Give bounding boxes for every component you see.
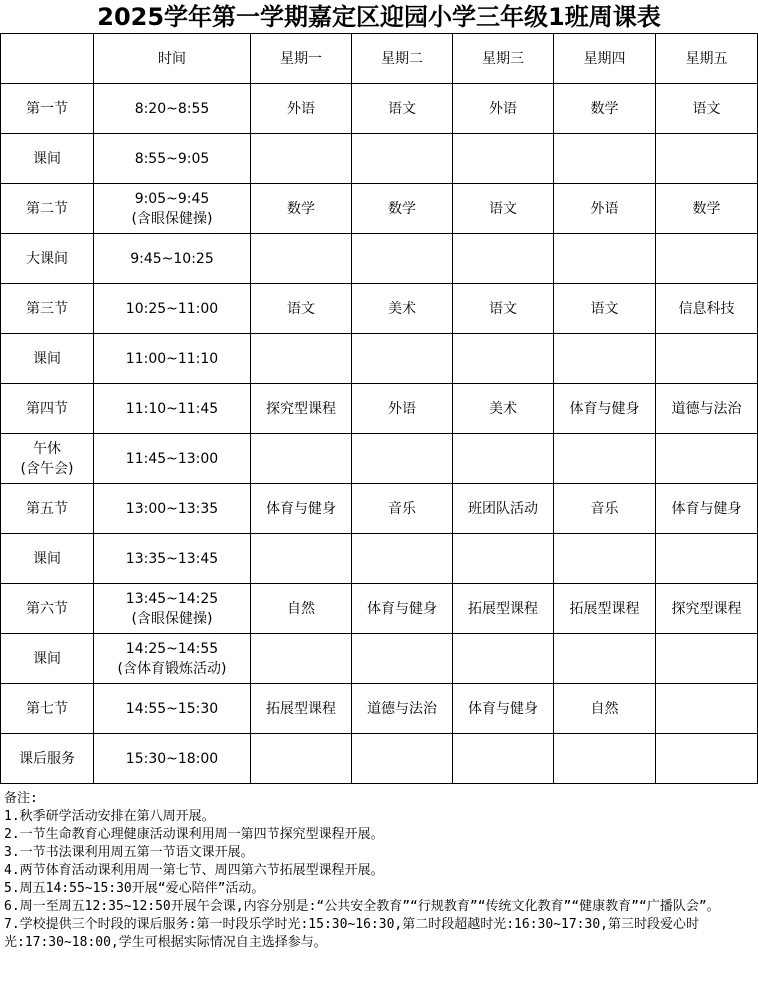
period-cell-line: 课后服务 bbox=[19, 750, 75, 767]
subject-cell-wed: 美术 bbox=[453, 384, 554, 434]
subject-cell-wed bbox=[453, 134, 554, 184]
subject-cell-fri: 信息科技 bbox=[656, 284, 758, 334]
subject-cell-thu: 音乐 bbox=[554, 484, 656, 534]
header-cell bbox=[1, 34, 94, 84]
subject-cell-mon bbox=[251, 234, 352, 284]
subject-cell-mon bbox=[251, 534, 352, 584]
period-cell-line: (含午会) bbox=[20, 460, 74, 477]
subject-cell-wed: 班团队活动 bbox=[453, 484, 554, 534]
table-row bbox=[1, 334, 758, 384]
time-cell bbox=[94, 484, 251, 534]
header-cell: 星期三 bbox=[453, 34, 554, 84]
subject-cell-thu: 外语 bbox=[554, 184, 656, 234]
header-row bbox=[1, 34, 758, 84]
time-cell bbox=[94, 284, 251, 334]
subject-cell-fri bbox=[656, 134, 758, 184]
subject-cell-thu bbox=[554, 534, 656, 584]
subject-cell-tue: 外语 bbox=[352, 384, 453, 434]
subject-cell-tue bbox=[352, 234, 453, 284]
table-row bbox=[1, 484, 758, 534]
time-cell-line: 9:45~10:25 bbox=[130, 250, 214, 267]
subject-cell-mon: 拓展型课程 bbox=[251, 684, 352, 734]
subject-cell-mon bbox=[251, 134, 352, 184]
subject-cell-wed: 语文 bbox=[453, 184, 554, 234]
notes-section bbox=[4, 790, 754, 952]
subject-cell-fri bbox=[656, 734, 758, 784]
subject-cell-fri bbox=[656, 334, 758, 384]
subject-cell-fri: 语文 bbox=[656, 84, 758, 134]
time-cell-line: 14:55~15:30 bbox=[125, 700, 219, 717]
note-item: 7.学校提供三个时段的课后服务:第一时段乐学时光:15:30~16:30,第二时段超越时光:16:30~17:30,第三时段爱心时光:17:30~18:00,学生可根据实际情况自主选择参与。 bbox=[4, 917, 699, 950]
subject-cell-wed bbox=[453, 734, 554, 784]
period-cell-line: 课间 bbox=[33, 550, 61, 567]
subject-cell-mon: 语文 bbox=[251, 284, 352, 334]
subject-cell-thu: 语文 bbox=[554, 284, 656, 334]
subject-cell-tue: 音乐 bbox=[352, 484, 453, 534]
subject-cell-wed: 语文 bbox=[453, 284, 554, 334]
period-cell bbox=[1, 534, 94, 584]
time-cell bbox=[94, 584, 251, 634]
subject-cell-wed bbox=[453, 634, 554, 684]
period-cell bbox=[1, 634, 94, 684]
time-cell-line: 15:30~18:00 bbox=[125, 750, 219, 767]
subject-cell-wed: 外语 bbox=[453, 84, 554, 134]
subject-cell-mon: 体育与健身 bbox=[251, 484, 352, 534]
subject-cell-thu bbox=[554, 434, 656, 484]
subject-cell-tue bbox=[352, 734, 453, 784]
time-cell-line: (含体育锻炼活动) bbox=[117, 660, 227, 677]
subject-cell-tue bbox=[352, 334, 453, 384]
time-cell-line: 10:25~11:00 bbox=[125, 300, 219, 317]
subject-cell-thu bbox=[554, 134, 656, 184]
time-cell bbox=[94, 434, 251, 484]
note-item: 1.秋季研学活动安排在第八周开展。 bbox=[4, 809, 215, 824]
table-row bbox=[1, 734, 758, 784]
period-cell bbox=[1, 434, 94, 484]
time-cell bbox=[94, 684, 251, 734]
subject-cell-tue: 美术 bbox=[352, 284, 453, 334]
time-cell-line: 11:00~11:10 bbox=[125, 350, 219, 367]
subject-cell-tue bbox=[352, 134, 453, 184]
table-row bbox=[1, 584, 758, 634]
table-row bbox=[1, 384, 758, 434]
subject-cell-mon: 自然 bbox=[251, 584, 352, 634]
table-row bbox=[1, 234, 758, 284]
period-cell bbox=[1, 284, 94, 334]
subject-cell-thu: 拓展型课程 bbox=[554, 584, 656, 634]
subject-cell-fri: 道德与法治 bbox=[656, 384, 758, 434]
header-cell: 星期五 bbox=[656, 34, 758, 84]
subject-cell-thu: 体育与健身 bbox=[554, 384, 656, 434]
time-cell-line: 13:00~13:35 bbox=[125, 500, 219, 517]
subject-cell-fri bbox=[656, 684, 758, 734]
subject-cell-fri: 探究型课程 bbox=[656, 584, 758, 634]
header-cell: 星期一 bbox=[251, 34, 352, 84]
subject-cell-tue bbox=[352, 434, 453, 484]
subject-cell-tue: 语文 bbox=[352, 84, 453, 134]
period-cell bbox=[1, 684, 94, 734]
timetable bbox=[0, 33, 758, 784]
period-cell-line: 第一节 bbox=[26, 100, 68, 117]
table-row bbox=[1, 684, 758, 734]
table-row bbox=[1, 84, 758, 134]
subject-cell-thu: 自然 bbox=[554, 684, 656, 734]
subject-cell-mon bbox=[251, 634, 352, 684]
note-item: 5.周五14:55~15:30开展“爱心陪伴”活动。 bbox=[4, 881, 265, 896]
subject-cell-wed bbox=[453, 534, 554, 584]
subject-cell-tue bbox=[352, 534, 453, 584]
subject-cell-wed bbox=[453, 234, 554, 284]
subject-cell-thu bbox=[554, 234, 656, 284]
period-cell bbox=[1, 234, 94, 284]
subject-cell-fri bbox=[656, 434, 758, 484]
time-cell bbox=[94, 734, 251, 784]
time-cell-line: 8:55~9:05 bbox=[134, 150, 210, 167]
note-item: 4.两节体育活动课利用周一第七节、周四第六节拓展型课程开展。 bbox=[4, 863, 384, 878]
time-cell bbox=[94, 334, 251, 384]
time-cell-line: (含眼保健操) bbox=[131, 610, 213, 627]
time-cell bbox=[94, 534, 251, 584]
period-cell-line: 课间 bbox=[33, 350, 61, 367]
table-row bbox=[1, 634, 758, 684]
subject-cell-tue: 道德与法治 bbox=[352, 684, 453, 734]
period-cell-line: 第六节 bbox=[26, 600, 68, 617]
subject-cell-fri bbox=[656, 634, 758, 684]
subject-cell-wed bbox=[453, 334, 554, 384]
subject-cell-mon: 外语 bbox=[251, 84, 352, 134]
subject-cell-mon: 数学 bbox=[251, 184, 352, 234]
subject-cell-wed: 体育与健身 bbox=[453, 684, 554, 734]
subject-cell-thu: 数学 bbox=[554, 84, 656, 134]
subject-cell-mon bbox=[251, 434, 352, 484]
period-cell-line: 第二节 bbox=[26, 200, 68, 217]
time-cell-line: 11:45~13:00 bbox=[125, 450, 219, 467]
subject-cell-fri bbox=[656, 234, 758, 284]
table-row bbox=[1, 434, 758, 484]
notes-heading: 备注: bbox=[4, 791, 38, 806]
header-cell: 时间 bbox=[94, 34, 251, 84]
period-cell-line: 第四节 bbox=[26, 400, 68, 417]
note-item: 2.一节生命教育心理健康活动课利用周一第四节探究型课程开展。 bbox=[4, 827, 384, 842]
header-cell: 星期四 bbox=[554, 34, 656, 84]
time-cell bbox=[94, 384, 251, 434]
note-item: 6.周一至周五12:35~12:50开展午会课,内容分别是:“公共安全教育”“行规教育”“传统文化教育”“健康教育”“广播队会”。 bbox=[4, 899, 720, 914]
page-title: 2025学年第一学期嘉定区迎园小学三年级1班周课表 bbox=[97, 3, 661, 31]
time-cell-line: 9:05~9:45 bbox=[134, 190, 210, 207]
subject-cell-fri: 数学 bbox=[656, 184, 758, 234]
table-row bbox=[1, 534, 758, 584]
period-cell-line: 大课间 bbox=[26, 250, 68, 267]
time-cell-line: (含眼保健操) bbox=[131, 210, 213, 227]
subject-cell-thu bbox=[554, 634, 656, 684]
time-cell bbox=[94, 634, 251, 684]
subject-cell-wed bbox=[453, 434, 554, 484]
subject-cell-thu bbox=[554, 734, 656, 784]
subject-cell-fri bbox=[656, 534, 758, 584]
time-cell-line: 8:20~8:55 bbox=[134, 100, 210, 117]
time-cell-line: 11:10~11:45 bbox=[125, 400, 219, 417]
subject-cell-mon bbox=[251, 734, 352, 784]
subject-cell-fri: 体育与健身 bbox=[656, 484, 758, 534]
note-item: 3.一节书法课利用周五第一节语文课开展。 bbox=[4, 845, 254, 860]
period-cell bbox=[1, 584, 94, 634]
subject-cell-mon: 探究型课程 bbox=[251, 384, 352, 434]
subject-cell-thu bbox=[554, 334, 656, 384]
table-row bbox=[1, 134, 758, 184]
period-cell-line: 第三节 bbox=[26, 300, 68, 317]
subject-cell-mon bbox=[251, 334, 352, 384]
time-cell bbox=[94, 84, 251, 134]
period-cell-line: 第七节 bbox=[26, 700, 68, 717]
time-cell bbox=[94, 234, 251, 284]
period-cell bbox=[1, 384, 94, 434]
period-cell bbox=[1, 334, 94, 384]
period-cell bbox=[1, 484, 94, 534]
time-cell-line: 14:25~14:55 bbox=[125, 640, 219, 657]
time-cell-line: 13:45~14:25 bbox=[125, 590, 219, 607]
time-cell bbox=[94, 184, 251, 234]
header-cell: 星期二 bbox=[352, 34, 453, 84]
period-cell-line: 课间 bbox=[33, 150, 61, 167]
period-cell-line: 午休 bbox=[33, 440, 61, 457]
time-cell bbox=[94, 134, 251, 184]
period-cell bbox=[1, 734, 94, 784]
subject-cell-tue bbox=[352, 634, 453, 684]
subject-cell-wed: 拓展型课程 bbox=[453, 584, 554, 634]
period-cell bbox=[1, 184, 94, 234]
table-row bbox=[1, 284, 758, 334]
subject-cell-tue: 体育与健身 bbox=[352, 584, 453, 634]
period-cell bbox=[1, 84, 94, 134]
period-cell bbox=[1, 134, 94, 184]
time-cell-line: 13:35~13:45 bbox=[125, 550, 219, 567]
subject-cell-tue: 数学 bbox=[352, 184, 453, 234]
period-cell-line: 课间 bbox=[33, 650, 61, 667]
table-row bbox=[1, 184, 758, 234]
period-cell-line: 第五节 bbox=[26, 500, 68, 517]
